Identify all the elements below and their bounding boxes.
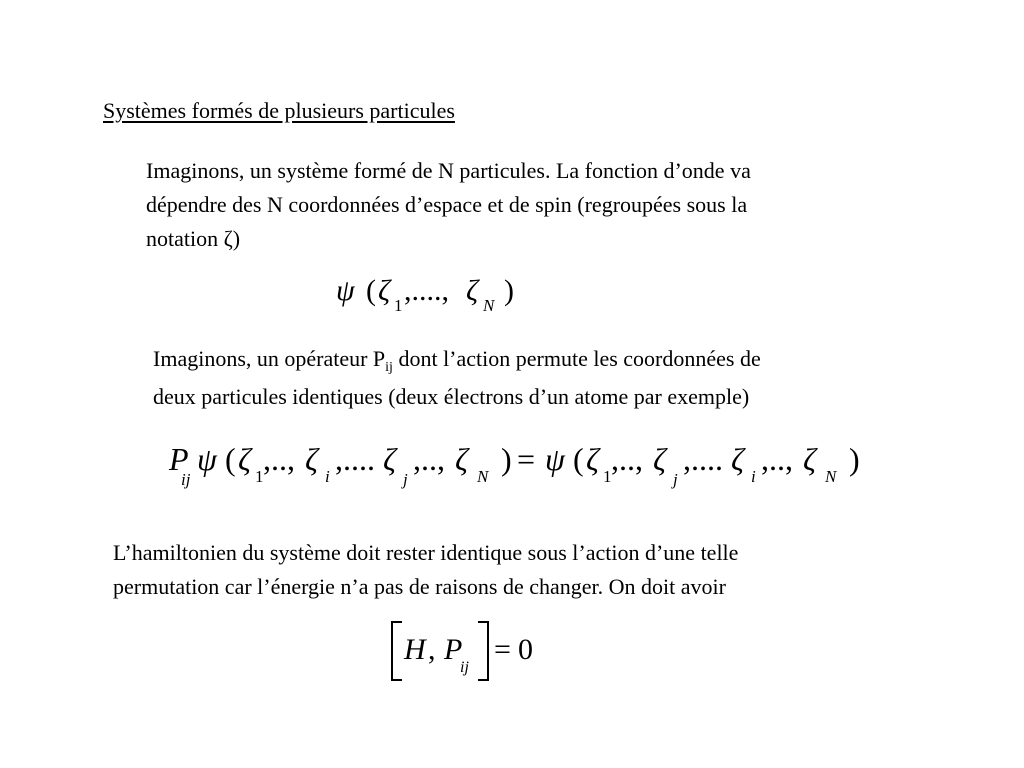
separator: ,....: [335, 441, 375, 477]
subscript-n: N: [483, 296, 495, 315]
subscript-1: 1: [603, 467, 612, 486]
zeta-symbol: ζ: [378, 274, 391, 307]
operator-p-subscript: ij: [181, 470, 191, 489]
paragraph-hamiltonian-line-1: L’hamiltonien du système doit rester identique sous l’action d’une telle: [113, 540, 739, 565]
slide-title: Systèmes formés de plusieurs particules: [103, 98, 455, 123]
separator: ,..,: [413, 441, 445, 477]
paragraph-intro-line-3-prefix: notation: [146, 226, 224, 251]
equation-commutator-svg: [388, 620, 558, 684]
zeta-symbol: ζ: [223, 226, 233, 251]
paragraph-operator: [153, 342, 761, 414]
equation-commutator: [388, 620, 558, 684]
zeta-symbol: ζ: [653, 441, 666, 477]
paragraph-hamiltonian: [113, 536, 738, 604]
equation-wavefunction-svg: [330, 268, 530, 324]
equation-permutation: [165, 434, 875, 498]
subscript-n: N: [825, 467, 837, 486]
separator: ,....: [683, 441, 723, 477]
close-paren: ): [849, 441, 860, 477]
subscript-j: j: [403, 470, 408, 489]
zero: 0: [518, 633, 533, 666]
subscript-i: i: [325, 467, 330, 486]
paragraph-operator-line-1-prefix: Imaginons, un opérateur P: [153, 346, 386, 371]
close-paren: ): [501, 441, 512, 477]
equation-permutation-svg: [165, 434, 875, 498]
right-bracket: [478, 622, 488, 680]
paragraph-intro-line-3-suffix: ): [232, 226, 241, 251]
paragraph-operator-line-1: [153, 342, 761, 380]
open-paren: (: [573, 441, 584, 477]
psi-symbol: ψ: [197, 441, 217, 477]
zeta-symbol: ζ: [305, 441, 318, 477]
paragraph-intro-line-1: Imaginons, un système formé de N particules. La fonction d’onde va: [146, 158, 751, 183]
commutator-comma: ,: [428, 633, 436, 666]
psi-symbol: ψ: [545, 441, 565, 477]
equation-wavefunction: [330, 268, 530, 324]
subscript-1: 1: [255, 467, 264, 486]
paragraph-intro: [146, 154, 751, 256]
operator-subscript-ij: ij: [385, 360, 393, 375]
separator: ,..,: [263, 441, 295, 477]
open-paren: (: [225, 441, 236, 477]
subscript-n: N: [477, 467, 489, 486]
subscript-1: 1: [394, 296, 403, 315]
paragraph-intro-line-2: dépendre des N coordonnées d’espace et de spin (regroupées sous la: [146, 192, 748, 217]
paragraph-intro-line-3: [146, 222, 751, 256]
zeta-symbol: ζ: [466, 274, 479, 307]
paragraph-operator-line-1-suffix: dont l’action permute les coordonnées de: [392, 346, 761, 371]
zeta-symbol: ζ: [238, 441, 251, 477]
zeta-symbol: ζ: [455, 441, 468, 477]
zeta-symbol: ζ: [731, 441, 744, 477]
ellipsis-separator: ,....,: [404, 274, 449, 307]
equals-sign: =: [494, 633, 511, 666]
subscript-i: i: [751, 467, 756, 486]
equals-sign: =: [517, 441, 536, 477]
separator: ,..,: [611, 441, 643, 477]
paragraph-operator-line-2: deux particules identiques (deux électrons d’un atome par exemple): [153, 384, 750, 409]
psi-symbol: ψ: [336, 274, 355, 307]
separator: ,..,: [761, 441, 793, 477]
hamiltonian-h: H: [404, 633, 426, 666]
left-bracket: [392, 622, 402, 680]
close-paren: ): [504, 274, 514, 307]
zeta-symbol: ζ: [383, 441, 396, 477]
operator-p-subscript: ij: [460, 659, 469, 676]
subscript-j: j: [673, 470, 678, 489]
zeta-symbol: ζ: [803, 441, 816, 477]
paragraph-hamiltonian-line-2: permutation car l’énergie n’a pas de raisons de changer. On doit avoir: [113, 574, 726, 599]
operator-p: P: [169, 441, 189, 477]
operator-p: P: [444, 633, 463, 666]
open-paren: (: [366, 274, 376, 307]
zeta-symbol: ζ: [586, 441, 599, 477]
